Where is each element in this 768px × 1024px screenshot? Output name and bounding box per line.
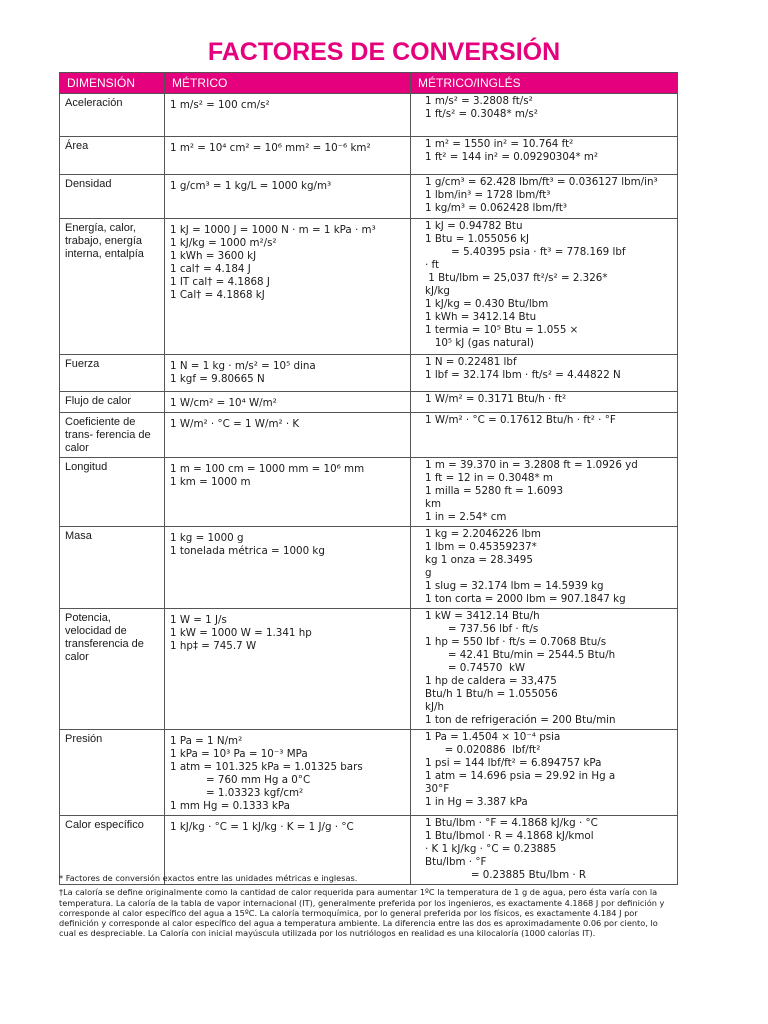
conversion-line: 1 kJ/kg · °C = 1 kJ/kg · K = 1 J/g · °C bbox=[170, 821, 354, 833]
metric-english-cell bbox=[411, 458, 678, 527]
conversion-line: 1 W/m² · °C = 0.17612 Btu/h · ft² · °F bbox=[425, 414, 616, 426]
conversion-line: 1 ft = 12 in = 0.3048* m bbox=[425, 472, 553, 484]
metric-cell bbox=[165, 527, 411, 609]
table-header-row bbox=[60, 73, 678, 94]
conversion-line: kJ/h bbox=[425, 701, 444, 713]
dimension-cell: Longitud bbox=[60, 458, 165, 527]
conversion-line: · ft bbox=[425, 259, 440, 271]
metric-cell bbox=[165, 458, 411, 527]
dimension-cell: Área bbox=[60, 137, 165, 175]
table-row bbox=[60, 219, 678, 355]
conversion-line: 1 kJ = 0.94782 Btu bbox=[425, 220, 523, 232]
conversion-line: 1 kJ/kg = 0.430 Btu/lbm bbox=[425, 298, 549, 310]
conversion-line: 1 kWh = 3412.14 Btu bbox=[425, 311, 537, 323]
conversion-line: 1 W/m² = 0.3171 Btu/h · ft² bbox=[425, 393, 567, 405]
metric-english-cell bbox=[411, 219, 678, 355]
conversion-line: 1 tonelada métrica = 1000 kg bbox=[170, 545, 325, 557]
conversion-line: 1 N = 0.22481 lbf bbox=[425, 356, 517, 368]
conversion-line: 1 N = 1 kg · m/s² = 10⁵ dina bbox=[170, 360, 316, 372]
conversion-line: 1 kg/m³ = 0.062428 lbm/ft³ bbox=[425, 202, 568, 214]
conversion-line: 1 Btu/lbm = 25,037 ft²/s² = 2.326* bbox=[425, 272, 608, 284]
table-row bbox=[60, 175, 678, 219]
dimension-cell: Energía, calor, trabajo, energía interna, entalpía bbox=[60, 219, 165, 355]
dimension-cell: Aceleración bbox=[60, 94, 165, 137]
conversion-line: 1 Btu/lbmol · R = 4.1868 kJ/kmol bbox=[425, 830, 594, 842]
conversion-line: 1 Pa = 1 N/m² bbox=[170, 735, 243, 747]
metric-cell bbox=[165, 392, 411, 413]
dimension-cell: Potencia, velocidad de transferencia de calor bbox=[60, 609, 165, 730]
conversion-line: 1 kWh = 3600 kJ bbox=[170, 250, 257, 262]
conversion-line: 1 lbm/in³ = 1728 lbm/ft³ bbox=[425, 189, 551, 201]
metric-english-cell bbox=[411, 175, 678, 219]
conversion-line: 1 m² = 10⁴ cm² = 10⁶ mm² = 10⁻⁶ km² bbox=[170, 142, 371, 154]
table-row bbox=[60, 94, 678, 137]
conversion-line: 1 mm Hg = 0.1333 kPa bbox=[170, 800, 290, 812]
conversion-line: 1 m = 39.370 in = 3.2808 ft = 1.0926 yd bbox=[425, 459, 638, 471]
metric-english-cell bbox=[411, 730, 678, 816]
conversion-line: 1 m/s² = 3.2808 ft/s² bbox=[425, 95, 533, 107]
conversion-line: 1 atm = 101.325 kPa = 1.01325 bars bbox=[170, 761, 363, 773]
table-row bbox=[60, 527, 678, 609]
conversion-line: 1 W = 1 J/s bbox=[170, 614, 227, 626]
conversion-line: 1 atm = 14.696 psia = 29.92 in Hg a bbox=[425, 770, 616, 782]
conversion-line: 1 hp‡ = 745.7 W bbox=[170, 640, 257, 652]
conversion-line: 1 IT cal† = 4.1868 J bbox=[170, 276, 270, 288]
footnote-exact-factors: * Factores de conversión exactos entre las unidades métricas e inglesas. bbox=[59, 873, 358, 883]
dimension-cell: Presión bbox=[60, 730, 165, 816]
dimension-cell: Densidad bbox=[60, 175, 165, 219]
conversion-line: 1 kg = 2.2046226 lbm bbox=[425, 528, 541, 540]
conversion-line: 1 slug = 32.174 lbm = 14.5939 kg bbox=[425, 580, 604, 592]
metric-english-cell bbox=[411, 527, 678, 609]
metric-cell bbox=[165, 94, 411, 137]
conversion-line: = 0.020886 lbf/ft² bbox=[425, 744, 541, 756]
metric-english-cell bbox=[411, 609, 678, 730]
conversion-line: 1 Btu/lbm · °F = 4.1868 kJ/kg · °C bbox=[425, 817, 598, 829]
metric-english-cell bbox=[411, 392, 678, 413]
table-row bbox=[60, 458, 678, 527]
header-metric-english: MÉTRICO/INGLÉS bbox=[411, 73, 678, 94]
metric-english-cell bbox=[411, 94, 678, 137]
conversion-line: = 1.03323 kgf/cm² bbox=[170, 787, 304, 799]
table-row bbox=[60, 137, 678, 175]
conversion-line: 1 W/m² · °C = 1 W/m² · K bbox=[170, 418, 300, 430]
conversion-line: = 5.40395 psia · ft³ = 778.169 lbf bbox=[425, 246, 626, 258]
conversion-line: 1 psi = 144 lbf/ft² = 6.894757 kPa bbox=[425, 757, 602, 769]
conversion-line: 1 kJ/kg = 1000 m²/s² bbox=[170, 237, 277, 249]
header-metric: MÉTRICO bbox=[165, 73, 411, 94]
footnotes bbox=[59, 873, 677, 943]
conversion-line: 1 km = 1000 m bbox=[170, 476, 251, 488]
metric-english-cell bbox=[411, 355, 678, 392]
metric-english-cell bbox=[411, 137, 678, 175]
conversion-line: 1 Btu = 1.055056 kJ bbox=[425, 233, 530, 245]
conversion-line: = 0.74570 kW bbox=[425, 662, 526, 674]
table-row bbox=[60, 609, 678, 730]
conversion-line: 1 ft/s² = 0.3048* m/s² bbox=[425, 108, 538, 120]
conversion-line: 1 lbf = 32.174 lbm · ft/s² = 4.44822 N bbox=[425, 369, 621, 381]
conversion-line: km bbox=[425, 498, 441, 510]
conversion-line: 1 kW = 1000 W = 1.341 hp bbox=[170, 627, 312, 639]
conversion-line: 1 g/cm³ = 1 kg/L = 1000 kg/m³ bbox=[170, 180, 332, 192]
conversion-line: 1 m² = 1550 in² = 10.764 ft² bbox=[425, 138, 574, 150]
conversion-line: 1 m = 100 cm = 1000 mm = 10⁶ mm bbox=[170, 463, 365, 475]
conversion-line: 1 cal† = 4.184 J bbox=[170, 263, 251, 275]
conversion-line: Btu/lbm · °F bbox=[425, 856, 487, 868]
metric-cell bbox=[165, 219, 411, 355]
dimension-cell: Coeficiente de trans- ferencia de calor bbox=[60, 413, 165, 458]
conversion-line: 1 Cal† = 4.1868 kJ bbox=[170, 289, 265, 301]
conversion-line: 1 in = 2.54* cm bbox=[425, 511, 507, 523]
conversion-line: 1 W/cm² = 10⁴ W/m² bbox=[170, 397, 277, 409]
metric-cell bbox=[165, 609, 411, 730]
table-row bbox=[60, 355, 678, 392]
conversion-line: 1 ton de refrigeración = 200 Btu/min bbox=[425, 714, 616, 726]
conversion-line: 1 in Hg = 3.387 kPa bbox=[425, 796, 528, 808]
conversion-line: 1 kW = 3412.14 Btu/h bbox=[425, 610, 540, 622]
metric-cell bbox=[165, 137, 411, 175]
dimension-cell: Flujo de calor bbox=[60, 392, 165, 413]
conversion-line: 1 kPa = 10³ Pa = 10⁻³ MPa bbox=[170, 748, 308, 760]
conversion-line: = 0.23885 Btu/lbm · R bbox=[425, 869, 587, 881]
conversion-line: 1 hp de caldera = 33,475 bbox=[425, 675, 557, 687]
conversion-line: 1 m/s² = 100 cm/s² bbox=[170, 99, 270, 111]
conversion-line: 1 Pa = 1.4504 × 10⁻⁴ psia bbox=[425, 731, 561, 743]
dimension-cell: Masa bbox=[60, 527, 165, 609]
conversion-line: · K 1 kJ/kg · °C = 0.23885 bbox=[425, 843, 557, 855]
dimension-cell: Calor específico bbox=[60, 816, 165, 885]
conversion-line: 30°F bbox=[425, 783, 450, 795]
conversion-line: = 760 mm Hg a 0°C bbox=[170, 774, 311, 786]
conversion-line: 1 ft² = 144 in² = 0.09290304* m² bbox=[425, 151, 599, 163]
conversion-line: kJ/kg bbox=[425, 285, 450, 297]
conversion-line: = 42.41 Btu/min = 2544.5 Btu/h bbox=[425, 649, 616, 661]
conversion-line: 1 ton corta = 2000 lbm = 907.1847 kg bbox=[425, 593, 626, 605]
footnote-calorie: †La caloría se define originalmente como la cantidad de calor requerida para aumentar 1ºC la temperatura de 1 g de agua, pero ésta varía con la temperatura. La caloría de la tabla de vapor internacional (IT), generalmente preferida por los ingenieros, es exactamente 4.1868 J por definición y corresponde al calor específico del agua a 15ºC. La caloría termoquímica, por lo general preferida por los físicos, es exactamente 4.184 J por definición y corresponde al calor específico del agua a temperatura ambiente. La diferencia entre las dos es aproximadamente 0.06 por ciento, lo cual es despreciable. La Caloría con inicial mayúscula utilizada por los nutriólogos en realidad es una kilocaloría (1000 calorías IT). bbox=[59, 887, 665, 939]
metric-english-cell bbox=[411, 413, 678, 458]
dimension-cell: Fuerza bbox=[60, 355, 165, 392]
conversion-line: 10⁵ kJ (gas natural) bbox=[425, 337, 534, 349]
conversion-line: 1 milla = 5280 ft = 1.6093 bbox=[425, 485, 564, 497]
table-row bbox=[60, 413, 678, 458]
header-dimension: DIMENSIÓN bbox=[60, 73, 165, 94]
table-row bbox=[60, 730, 678, 816]
conversion-line: = 737.56 lbf · ft/s bbox=[425, 623, 539, 635]
conversion-line: 1 hp = 550 lbf · ft/s = 0.7068 Btu/s bbox=[425, 636, 607, 648]
conversion-line: g bbox=[425, 567, 432, 579]
page-title: FACTORES DE CONVERSIÓN bbox=[207, 38, 561, 66]
conversion-line: Btu/h 1 Btu/h = 1.055056 bbox=[425, 688, 558, 700]
conversion-line: 1 kg = 1000 g bbox=[170, 532, 244, 544]
conversion-line: 1 kJ = 1000 J = 1000 N · m = 1 kPa · m³ bbox=[170, 224, 376, 236]
metric-cell bbox=[165, 355, 411, 392]
table-row bbox=[60, 392, 678, 413]
conversion-table bbox=[59, 72, 678, 885]
conversion-line: 1 lbm = 0.45359237* bbox=[425, 541, 537, 553]
metric-cell bbox=[165, 175, 411, 219]
metric-cell bbox=[165, 730, 411, 816]
conversion-line: 1 kgf = 9.80665 N bbox=[170, 373, 265, 385]
conversion-line: 1 termia = 10⁵ Btu = 1.055 × bbox=[425, 324, 579, 336]
metric-cell bbox=[165, 413, 411, 458]
conversion-line: 1 g/cm³ = 62.428 lbm/ft³ = 0.036127 lbm/in³ bbox=[425, 176, 658, 188]
conversion-line: kg 1 onza = 28.3495 bbox=[425, 554, 533, 566]
